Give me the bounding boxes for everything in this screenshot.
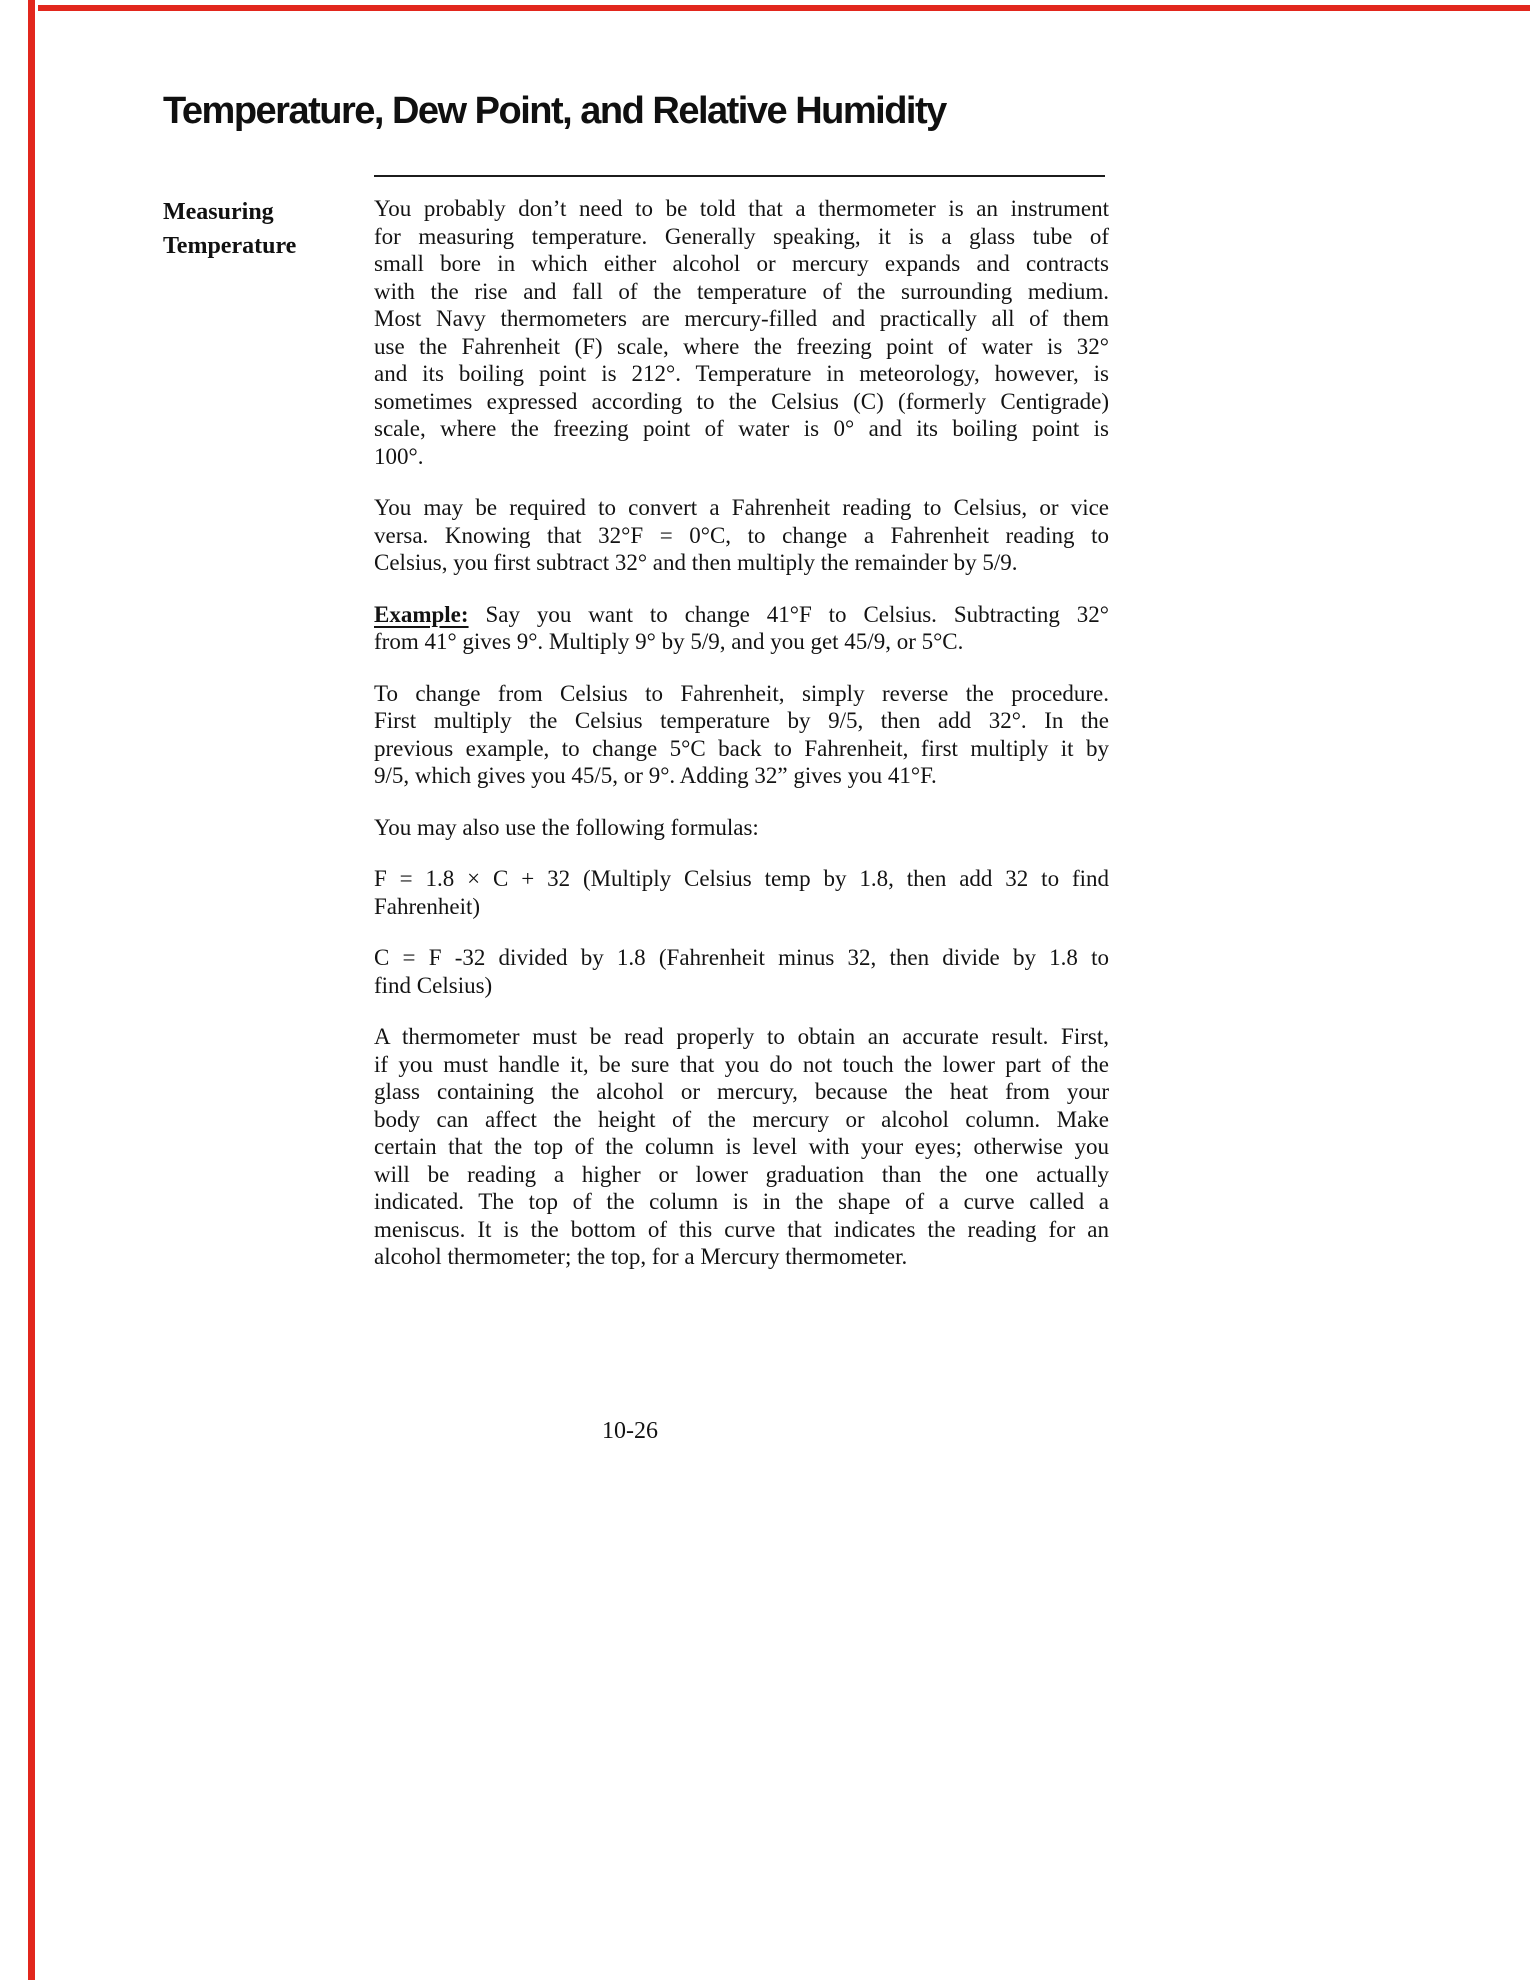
text-line: glass containing the alcohol or mercury, because the heat from your [374,1079,1109,1104]
text-line: meniscus. It is the bottom of this curve that indicates the reading for an [374,1216,1109,1242]
text-line: alcohol thermometer; the top, for a Mercury thermometer. [374,1244,908,1269]
text-line: previous example, to change 5°C back to Fahrenheit, first multiply it by [374,735,1109,761]
body-paragraph [374,601,1109,656]
page-number: 10-26 [602,1418,658,1444]
text-line: C = F -32 divided by 1.8 (Fahrenheit minus 32, then divide by 1.8 to [374,945,1109,970]
text-line: with the rise and fall of the temperature of the surrounding medium. [374,278,1109,304]
text-line: will be reading a higher or lower graduation than the one actually [374,1161,1109,1187]
text-line: You may be required to convert a Fahrenheit reading to Celsius, or vice [374,495,1109,520]
sidebar-heading-line-2: Temperature [163,233,297,259]
text-line: if you must handle it, be sure that you do not touch the lower part of the [374,1051,1109,1077]
text-line: 100°. [374,443,424,469]
text-line: certain that the top of the column is level with your eyes; otherwise you [374,1134,1109,1159]
example-label: Example: [374,601,469,627]
sidebar-heading-line-1: Measuring [163,199,274,225]
text-line: 9/5, which gives you 45/5, or 9°. Adding 32” gives you 41°F. [374,763,937,788]
text-line: You may also use the following formulas: [374,814,759,840]
text-line: Fahrenheit) [374,893,481,919]
scan-edge-mark-left [28,0,35,1980]
text-line: small bore in which either alcohol or mercury expands and contracts [374,251,1109,276]
body-paragraph [374,680,1109,790]
text-line: Celsius, you first subtract 32° and then multiply the remainder by 5/9. [374,550,1018,575]
text-line: find Celsius) [374,972,493,998]
body-paragraph [374,814,1109,842]
text-line: sometimes expressed according to the Celsius (C) (formerly Centigrade) [374,388,1109,414]
text-line: use the Fahrenheit (F) scale, where the freezing point of water is 32° [374,333,1109,359]
text-line: versa. Knowing that 32°F = 0°C, to change a Fahrenheit reading to [374,522,1109,548]
body-paragraph [374,1023,1109,1271]
text-line: First multiply the Celsius temperature by 9/5, then add 32°. In the [374,708,1109,733]
text-line: indicated. The top of the column is in the shape of a curve called a [374,1189,1109,1214]
text-line: A thermometer must be read properly to obtain an accurate result. First, [374,1024,1109,1049]
body-paragraph [374,494,1109,577]
text-line: from 41° gives 9°. Multiply 9° by 5/9, and you get 45/9, or 5°C. [374,629,964,654]
sidebar-heading [163,195,363,263]
text-line: for measuring temperature. Generally speaking, it is a glass tube of [374,223,1109,249]
page-title: Temperature, Dew Point, and Relative Humidity [163,90,946,132]
text-line: F = 1.8 × C + 32 (Multiply Celsius temp by 1.8, then add 32 to find [374,866,1109,891]
body-paragraph [374,865,1109,920]
text-line: and its boiling point is 212°. Temperature in meteorology, however, is [374,361,1109,386]
body-paragraph [374,195,1109,470]
text-line: Example: Say you want to change 41°F to Celsius. Subtracting 32° [374,601,1109,627]
scan-edge-mark-top [38,5,1530,11]
text-line: body can affect the height of the mercury or alcohol column. Make [374,1106,1109,1132]
text-line: scale, where the freezing point of water is 0° and its boiling point is [374,416,1109,441]
text-line: You probably don’t need to be told that a thermometer is an instrument [374,196,1109,221]
section-divider-rule [374,175,1105,177]
text-line: To change from Celsius to Fahrenheit, simply reverse the procedure. [374,680,1109,706]
body-paragraph [374,944,1109,999]
body-column [374,195,1109,1271]
text-line: Most Navy thermometers are mercury-filled and practically all of them [374,306,1109,331]
